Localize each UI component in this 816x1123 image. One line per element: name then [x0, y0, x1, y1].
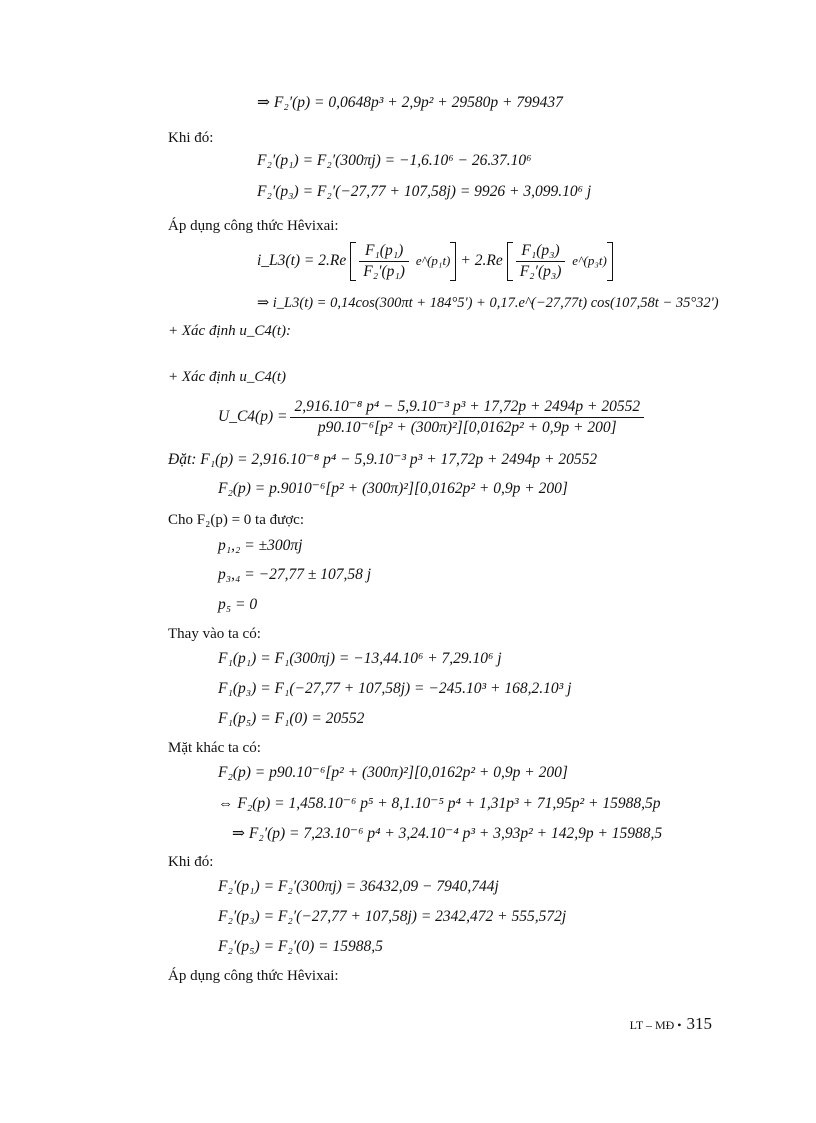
equation-set-f1: Đặt: F₁(p) = 2,916.10⁻⁸ p⁴ − 5,9.10⁻³ p³ + 17,72p + 2494p + 20552	[168, 451, 598, 468]
equation-f2-derivative-2: ⇒ F₂′(p) = 7,23.10⁻⁶ p⁴ + 3,24.10⁻⁴ p³ + 3,93p² + 142,9p + 15988,5	[232, 825, 663, 842]
equation-f2d-p1: F₂′(p₁) = F₂′(300πj) = −1,6.10⁶ − 26.37.10⁶	[257, 152, 532, 169]
equation-uc4	[218, 393, 647, 441]
equation-p5: p₅ = 0	[218, 596, 258, 613]
il3-mid: + 2.Re	[460, 252, 503, 269]
text-khi-do-1: Khi đó:	[168, 130, 214, 146]
equation-f1-p1: F₁(p₁) = F₁(300πj) = −13,44.10⁶ + 7,29.10⁶ j	[218, 650, 502, 667]
il3-fraction-2	[516, 242, 566, 281]
equation-il3-heviside	[257, 237, 613, 285]
uc4-lhs: U_C4(p) =	[218, 408, 288, 425]
equation-f2-derivative: ⇒ F₂′(p) = 0,0648p³ + 2,9p² + 29580p + 799437	[257, 94, 563, 111]
uc4-denominator: p90.10⁻⁶[p² + (300π)²][0,0162p² + 0,9p + 200]	[317, 418, 617, 436]
equation-f2d2-p3: F₂′(p₃) = F₂′(−27,77 + 107,58j) = 2342,472 + 555,572j	[218, 908, 567, 925]
equation-f1-p5: F₁(p₅) = F₁(0) = 20552	[218, 710, 365, 727]
il3-fraction-1	[359, 242, 409, 281]
equation-f2d2-p5: F₂′(p₅) = F₂′(0) = 15988,5	[218, 938, 383, 955]
fraction-1-denominator: F₂′(p₁)	[363, 262, 405, 280]
text-khi-do-2: Khi đó:	[168, 854, 214, 870]
page-number: 315	[686, 1014, 712, 1033]
exp-1: e^(p₁t)	[415, 252, 451, 268]
footer-label: LT – MĐ •	[629, 1018, 682, 1032]
equation-p12: p₁,₂ = ±300πj	[218, 537, 303, 554]
heading-uc4-2: + Xác định u_C4(t)	[168, 369, 287, 385]
il3-lhs: i_L3(t) = 2.Re	[257, 252, 347, 269]
text-heviside-2: Áp dụng công thức Hêvixai:	[168, 968, 339, 984]
text-mat-khac: Mặt khác ta có:	[168, 740, 261, 756]
fraction-1-numerator: F₁(p₁)	[359, 242, 409, 262]
equation-p34: p₃,₄ = −27,77 ± 107,58 j	[218, 566, 372, 583]
equation-f2d2-p1: F₂′(p₁) = F₂′(300πj) = 36432,09 − 7940,744j	[218, 878, 499, 895]
equation-set-f2: F₂(p) = p.9010⁻⁶[p² + (300π)²][0,0162p² + 0,9p + 200]	[218, 480, 568, 497]
equation-f2d-p3: F₂′(p₃) = F₂′(−27,77 + 107,58j) = 9926 + 3,099.10⁶ j	[257, 183, 592, 200]
text-cho-f2: Cho F₂(p) = 0 ta được:	[168, 512, 304, 528]
uc4-fraction	[290, 398, 644, 437]
text-heviside-1: Áp dụng công thức Hêvixai:	[168, 218, 339, 234]
equation-f2-expanded: ⇔ F₂(p) = 1,458.10⁻⁶ p⁵ + 8,1.10⁻⁵ p⁴ + 1,31p³ + 71,95p² + 15988,5p	[218, 795, 661, 812]
il3-bracket-2	[507, 242, 613, 281]
il3-bracket-1	[350, 242, 456, 281]
uc4-numerator: 2,916.10⁻⁸ p⁴ − 5,9.10⁻³ p³ + 17,72p + 2494p + 20552	[290, 398, 644, 418]
equation-il3-result: ⇒ i_L3(t) = 0,14cos(300πt + 184°5') + 0,17.e^(−27,77t) cos(107,58t − 35°32')	[257, 295, 719, 311]
text-thay-vao: Thay vào ta có:	[168, 626, 261, 642]
page-footer	[630, 1014, 712, 1034]
fraction-2-denominator: F₂′(p₃)	[519, 262, 562, 280]
equation-f2-def: F₂(p) = p90.10⁻⁶[p² + (300π)²][0,0162p² + 0,9p + 200]	[218, 764, 568, 781]
exp-2: e^(p₃t)	[572, 252, 607, 268]
equation-f1-p3: F₁(p₃) = F₁(−27,77 + 107,58j) = −245.10³ + 168,2.10³ j	[218, 680, 572, 697]
fraction-2-numerator: F₁(p₃)	[516, 242, 566, 262]
heading-uc4-1: + Xác định u_C4(t):	[168, 323, 292, 339]
